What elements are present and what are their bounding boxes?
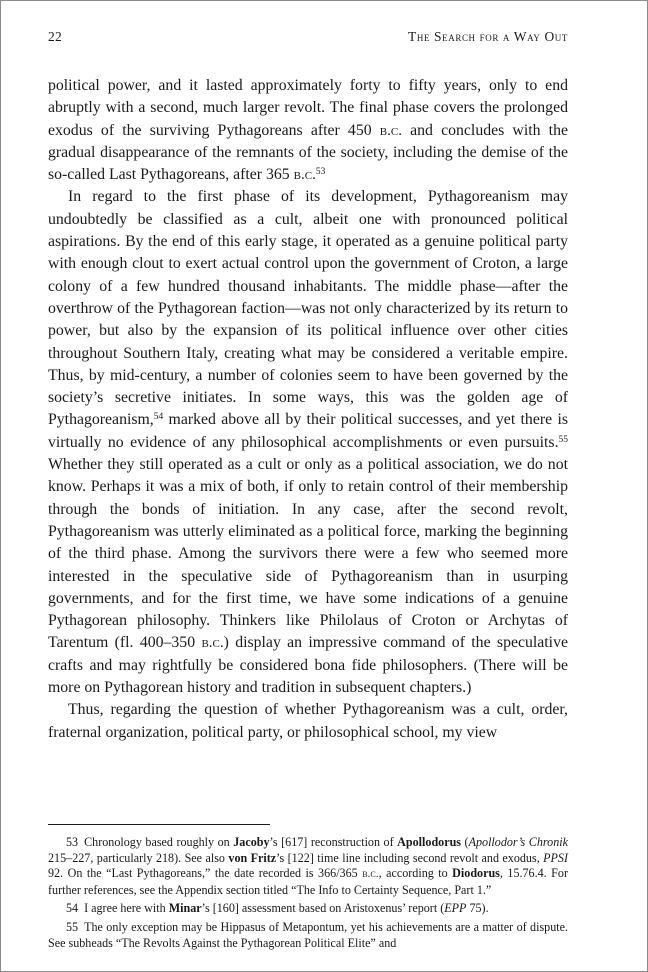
footnote-rule [48,824,270,825]
text-run: Whether they still operated as a cult or only as a political association, we do not know. Perhaps it was a mix of both, if only to retain control of their membership through the bonds of initiation. In any case, after the second revolt, Pythagoreanism was utterly eliminated as a political force, marking the beginning of the third phase. Among the survivors there were a few who seemed more interested in the speculative side of Pythagoreanism than in usurping governments, and for the first time, we have some indications of a genuine Pythagorean philosophy. Thinkers like Philolaus of Croton or Archytas of Tarentum (fl. 400–350 [48,456,568,652]
running-header [48,29,568,49]
text-run: political power, and it lasted approximately forty to fifty years, only to end abruptly with a second, much larger revolt. The final phase covers the prolonged exodus of the surviving Pythagoreans after 450 [48,77,568,139]
paragraph [48,75,568,186]
small-caps-text: b.c. [293,167,316,184]
text-run: Chronology based roughly on [84,835,234,849]
author-name: Jacoby [233,835,270,849]
paragraph [48,699,568,744]
footnote [48,920,568,951]
text-run: Thus, regarding the question of whether Pythagoreanism was a cult, order, fraternal organization, political party, or philosophical school, my view [48,701,568,741]
author-name: Apollodorus [397,835,462,849]
footnote [48,901,568,917]
text-run: , 15.76.4. For further references, see the Appendix section titled “The Info to Certainty Sequence, Part 1.” [48,866,568,897]
text-run: ( [461,835,469,849]
title-text: Apollodor’s Chronik [468,835,568,849]
text-run: I agree here with [84,901,169,916]
text-run: and concludes with the gradual disappearance of the remnants of the society, including the demise of the so-called Last Pythagoreans, after 365 [48,121,568,184]
author-name: Diodorus [452,866,500,881]
text-run: 75). [466,901,489,916]
footnote-ref: 54 [153,412,164,423]
text-run: ) display an impressive command of the speculative crafts and may rightfully be considered bona fide philosophers. (There will be more on Pythagorean history and tradition in subsequent chapters.) [48,634,568,697]
text-run: 92. On the “Last Pythagoreans,” the date recorded is 366/365 [48,866,363,881]
footnote-ref: 53 [315,166,326,177]
text-run: ’s [122] time line including second revolt and exodus, [276,850,544,865]
text-run: The only exception may be Hippasus of Metapontum, yet his achievements are a matter of dispute. See subheads “The Revolts Against the Pythagorean Political Elite” and [48,919,568,950]
text-run: ’s [617] reconstruction of [269,835,398,849]
footnote [48,835,568,898]
text-run: In regard to the first phase of its development, Pythagoreanism may undoubtedly be classified as a cult, albeit one with pronounced political aspirations. By the end of this early stage, it operated as a genuine political party with enough clout to exert actual control upon the government of Croton, a large colony of a few hundred thousand inhabitants. The middle phase—after the overthrow of the Pythagorean faction—was not only characterized by its return to power, but also by the expansion of its political influence over other cities throughout Southern Italy, creating what may be considered a veritable empire. Thus, by mid-century, a number of colonies seem to have been governed by the society’s secretive initiates. In some ways, this was the golden age of Pythagoreanism, [48,188,568,429]
text-run: , according to [378,866,453,881]
footnote-ref: 55 [558,434,568,445]
text-run: 215–227, particularly 218). See also [48,850,229,865]
page-number: 22 [48,29,62,44]
author-name: Minar [168,901,202,916]
text-run: marked above all by their political successes, and yet there is virtually no evidence of any philosophical accomplishments or even pursuits. [48,411,568,451]
footnote-number: 54 [66,901,79,916]
paragraph [48,186,568,699]
title-text: EPP [444,901,467,916]
running-title: The Search for a Way Out [408,29,568,44]
text-run: ’s [160] assessment based on Aristoxenus’ report ( [201,901,445,916]
author-name: von Fritz [228,850,277,865]
small-caps-text: b.c. [201,635,224,652]
footnote-number: 55 [66,919,79,934]
body-text [48,75,568,744]
small-caps-text: b.c. [362,868,379,881]
small-caps-text: b.c. [379,122,402,139]
footnote-number: 53 [66,835,79,849]
title-text: PPSI [543,850,569,865]
footnotes [48,835,568,954]
